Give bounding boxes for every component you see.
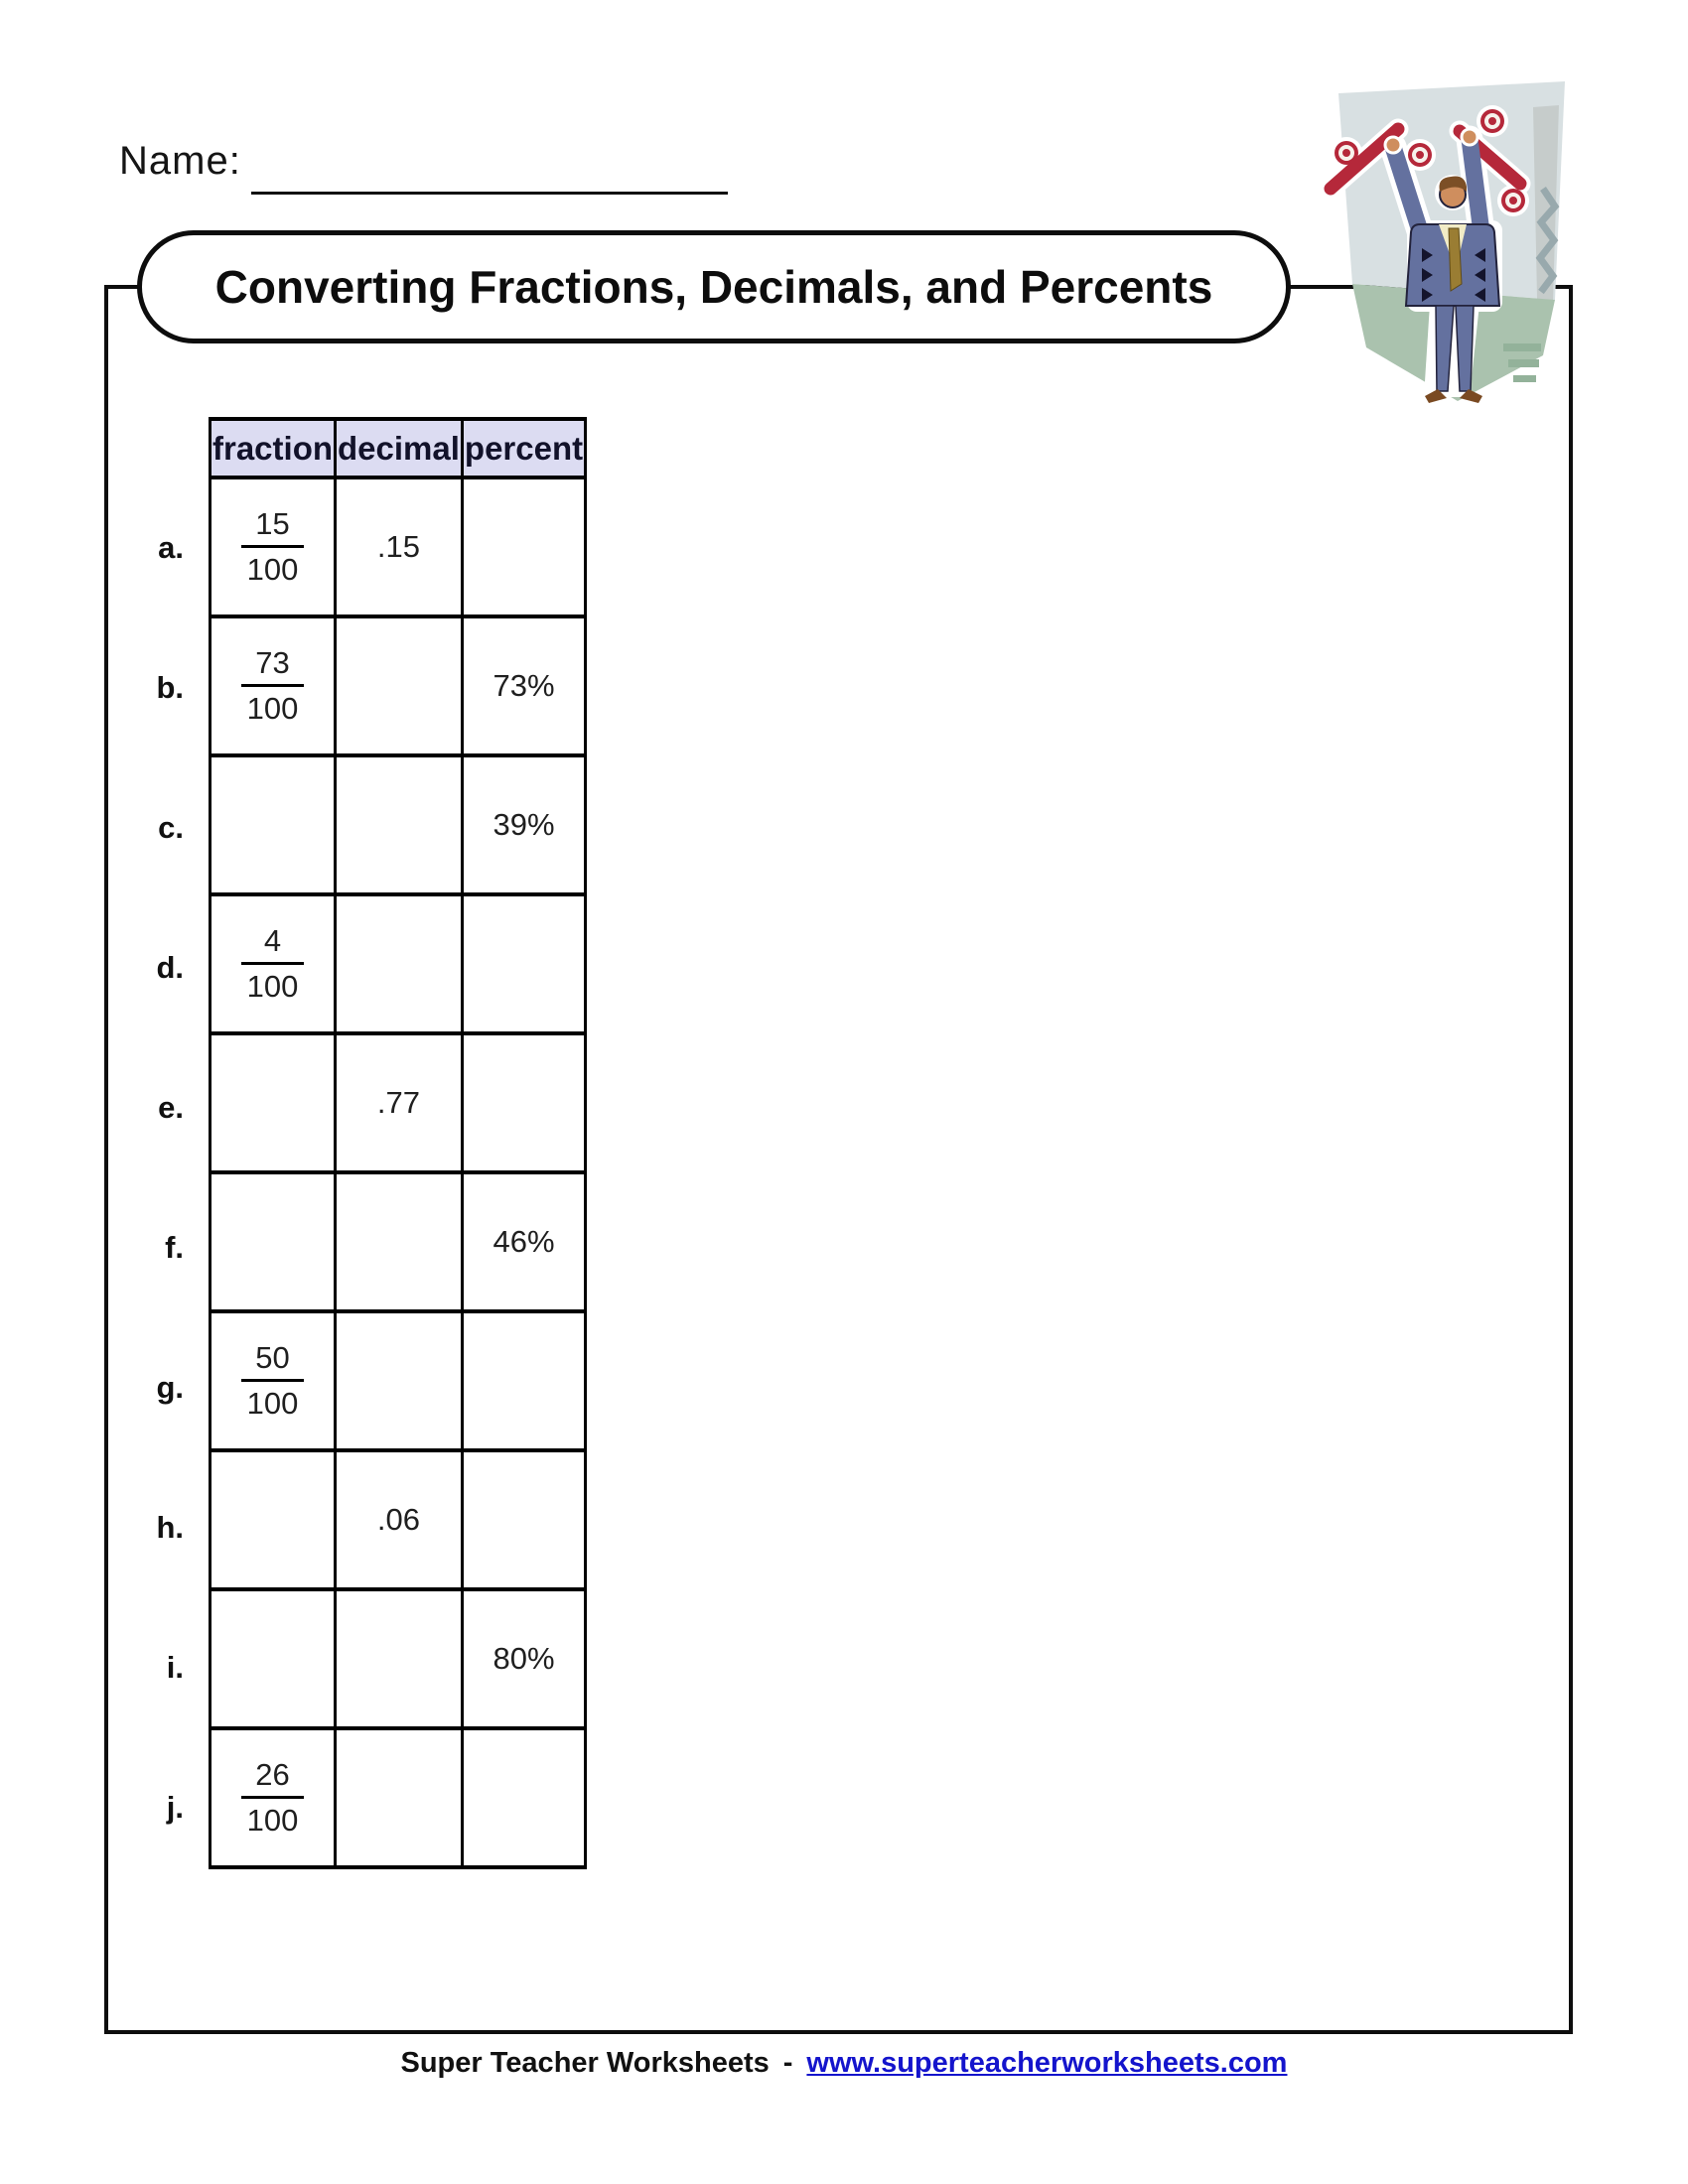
fraction-cell <box>211 1311 336 1450</box>
decimal-answer-cell[interactable] <box>336 1589 463 1728</box>
fraction-cell <box>211 1728 336 1867</box>
fraction-answer-cell[interactable] <box>211 1033 336 1172</box>
decimal-answer-cell[interactable] <box>336 1728 463 1867</box>
footer <box>0 2047 1688 2080</box>
row-label-i: i. <box>166 1650 184 1685</box>
percent-answer-cell[interactable] <box>462 894 585 1033</box>
percent-answer-cell[interactable] <box>462 1450 585 1589</box>
worksheet-title-pill <box>137 230 1291 343</box>
name-label: Name: <box>119 139 241 183</box>
table-row-b <box>211 616 586 755</box>
decimal-answer-cell[interactable] <box>336 1311 463 1450</box>
decimal-answer-cell[interactable] <box>336 616 463 755</box>
percent-cell: 80% <box>462 1589 585 1728</box>
footer-brand: Super Teacher Worksheets <box>400 2047 770 2079</box>
row-label-j: j. <box>166 1790 184 1825</box>
conversion-table <box>209 417 587 1869</box>
table-row-d <box>211 894 586 1033</box>
row-label-d: d. <box>156 950 184 985</box>
percent-cell: 46% <box>462 1172 585 1311</box>
header-fraction: fraction <box>211 419 336 478</box>
decimal-answer-cell[interactable] <box>336 1172 463 1311</box>
percent-man-clipart <box>1309 79 1597 407</box>
decimal-answer-cell[interactable] <box>336 755 463 894</box>
row-label-f: f. <box>165 1230 184 1265</box>
fraction-answer-cell[interactable] <box>211 1589 336 1728</box>
row-label-e: e. <box>158 1090 184 1125</box>
fraction-value: $\frac{15}{100}$ <box>241 506 305 587</box>
table-row-f <box>211 1172 586 1311</box>
fraction-value: $\frac{50}{100}$ <box>241 1340 305 1421</box>
percent-answer-cell[interactable] <box>462 478 585 616</box>
decimal-cell: .06 <box>336 1450 463 1589</box>
row-label-c: c. <box>158 810 184 845</box>
table-row-c <box>211 755 586 894</box>
decimal-cell: .77 <box>336 1033 463 1172</box>
row-label-b: b. <box>156 670 184 705</box>
row-label-g: g. <box>156 1370 184 1405</box>
table-row-a <box>211 478 586 616</box>
fraction-value: $\frac{4}{100}$ <box>241 923 305 1004</box>
table-row-e <box>211 1033 586 1172</box>
row-label-h: h. <box>156 1510 184 1545</box>
name-input-line[interactable] <box>251 149 728 195</box>
table-row-g <box>211 1311 586 1450</box>
footer-link[interactable]: www.superteacherworksheets.com <box>806 2047 1288 2079</box>
percent-answer-cell[interactable] <box>462 1728 585 1867</box>
fraction-cell <box>211 616 336 755</box>
decimal-answer-cell[interactable] <box>336 894 463 1033</box>
table-row-j <box>211 1728 586 1867</box>
fraction-value: $\frac{73}{100}$ <box>241 645 305 726</box>
header-percent: percent <box>462 419 585 478</box>
row-label-a: a. <box>158 530 184 565</box>
header-row <box>211 419 586 478</box>
fraction-cell <box>211 894 336 1033</box>
percent-cell: 39% <box>462 755 585 894</box>
fraction-value: $\frac{26}{100}$ <box>241 1757 305 1838</box>
fraction-answer-cell[interactable] <box>211 1450 336 1589</box>
fraction-cell <box>211 478 336 616</box>
table-row-h <box>211 1450 586 1589</box>
fraction-answer-cell[interactable] <box>211 755 336 894</box>
percent-cell: 73% <box>462 616 585 755</box>
decimal-cell: .15 <box>336 478 463 616</box>
footer-separator: - <box>782 2047 793 2079</box>
percent-answer-cell[interactable] <box>462 1311 585 1450</box>
fraction-answer-cell[interactable] <box>211 1172 336 1311</box>
page-title: Converting Fractions, Decimals, and Percents <box>214 261 1213 313</box>
percent-answer-cell[interactable] <box>462 1033 585 1172</box>
header-decimal: decimal <box>336 419 463 478</box>
table-row-i <box>211 1589 586 1728</box>
